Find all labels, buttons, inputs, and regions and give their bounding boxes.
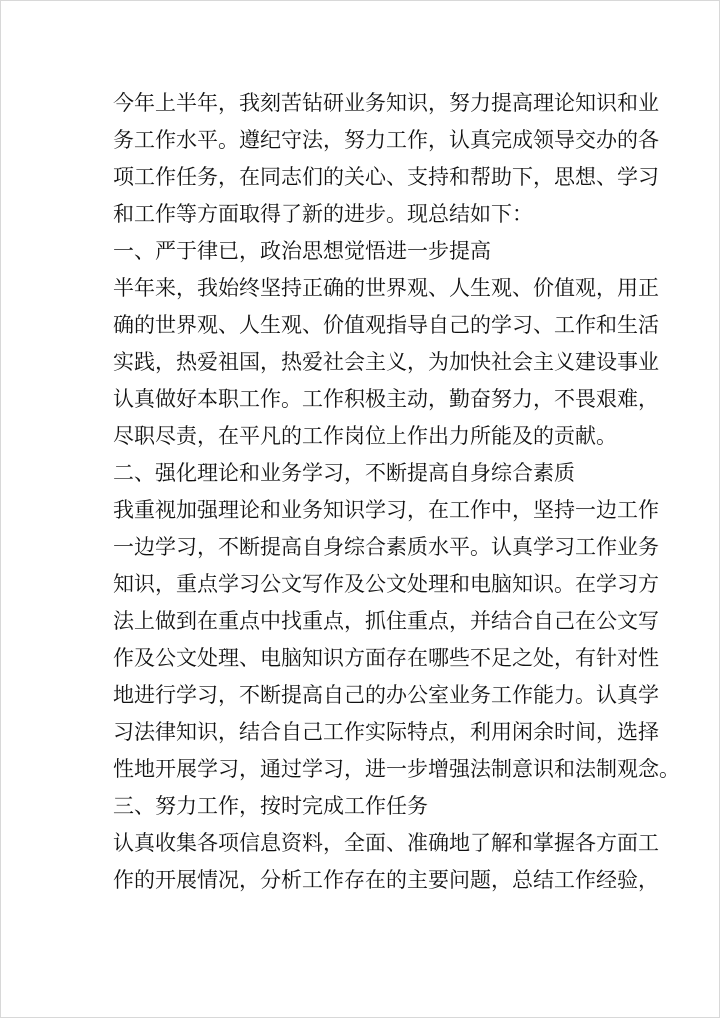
paragraph-line: 作及公文处理、电脑知识方面存在哪些不足之处，有针对性 [113,646,659,670]
paragraph-line: 尽职尽责，在平凡的工作岗位上作出力所能及的贡献。 [113,424,617,448]
paragraph-line: 认真收集各项信息资料，全面、准确地了解和掌握各方面工 [113,831,659,855]
paragraph-line: 一边学习，不断提高自身综合素质水平。认真学习工作业务 [113,535,659,559]
paragraph-line: 习法律知识，结合自己工作实际特点，利用闲余时间，选择 [113,720,659,744]
paragraph-line: 项工作任务，在同志们的关心、支持和帮助下，思想、学习 [113,165,659,189]
document-body [113,85,680,899]
paragraph-line: 今年上半年，我刻苦钻研业务知识，努力提高理论知识和业 [113,91,659,115]
paragraph-line: 实践，热爱祖国，热爱社会主义，为加快社会主义建设事业 [113,350,659,374]
section-heading: 一、严于律已，政治思想觉悟进一步提高 [113,239,491,263]
paragraph-line: 半年来，我始终坚持正确的世界观、人生观、价值观，用正 [113,276,659,300]
paragraph-line: 确的世界观、人生观、价值观指导自己的学习、工作和生活 [113,313,659,337]
paragraph-line: 认真做好本职工作。工作积极主动，勤奋努力，不畏艰难， [113,387,659,411]
paragraph-line: 作的开展情况，分析工作存在的主要问题，总结工作经验， [113,868,659,892]
paragraph-line: 和工作等方面取得了新的进步。现总结如下： [113,202,533,226]
paragraph-line: 法上做到在重点中找重点，抓住重点，并结合自己在公文写 [113,609,659,633]
section-heading: 三、努力工作，按时完成工作任务 [113,794,428,818]
section-heading: 二、强化理论和业务学习，不断提高自身综合素质 [113,461,575,485]
paragraph-line: 我重视加强理论和业务知识学习，在工作中，坚持一边工作 [113,498,659,522]
paragraph-line: 性地开展学习，通过学习，进一步增强法制意识和法制观念。 [113,757,680,781]
paragraph-line: 知识，重点学习公文写作及公文处理和电脑知识。在学习方 [113,572,659,596]
paragraph-line: 地进行学习，不断提高自己的办公室业务工作能力。认真学 [113,683,659,707]
paragraph-line: 务工作水平。遵纪守法，努力工作，认真完成领导交办的各 [113,128,659,152]
